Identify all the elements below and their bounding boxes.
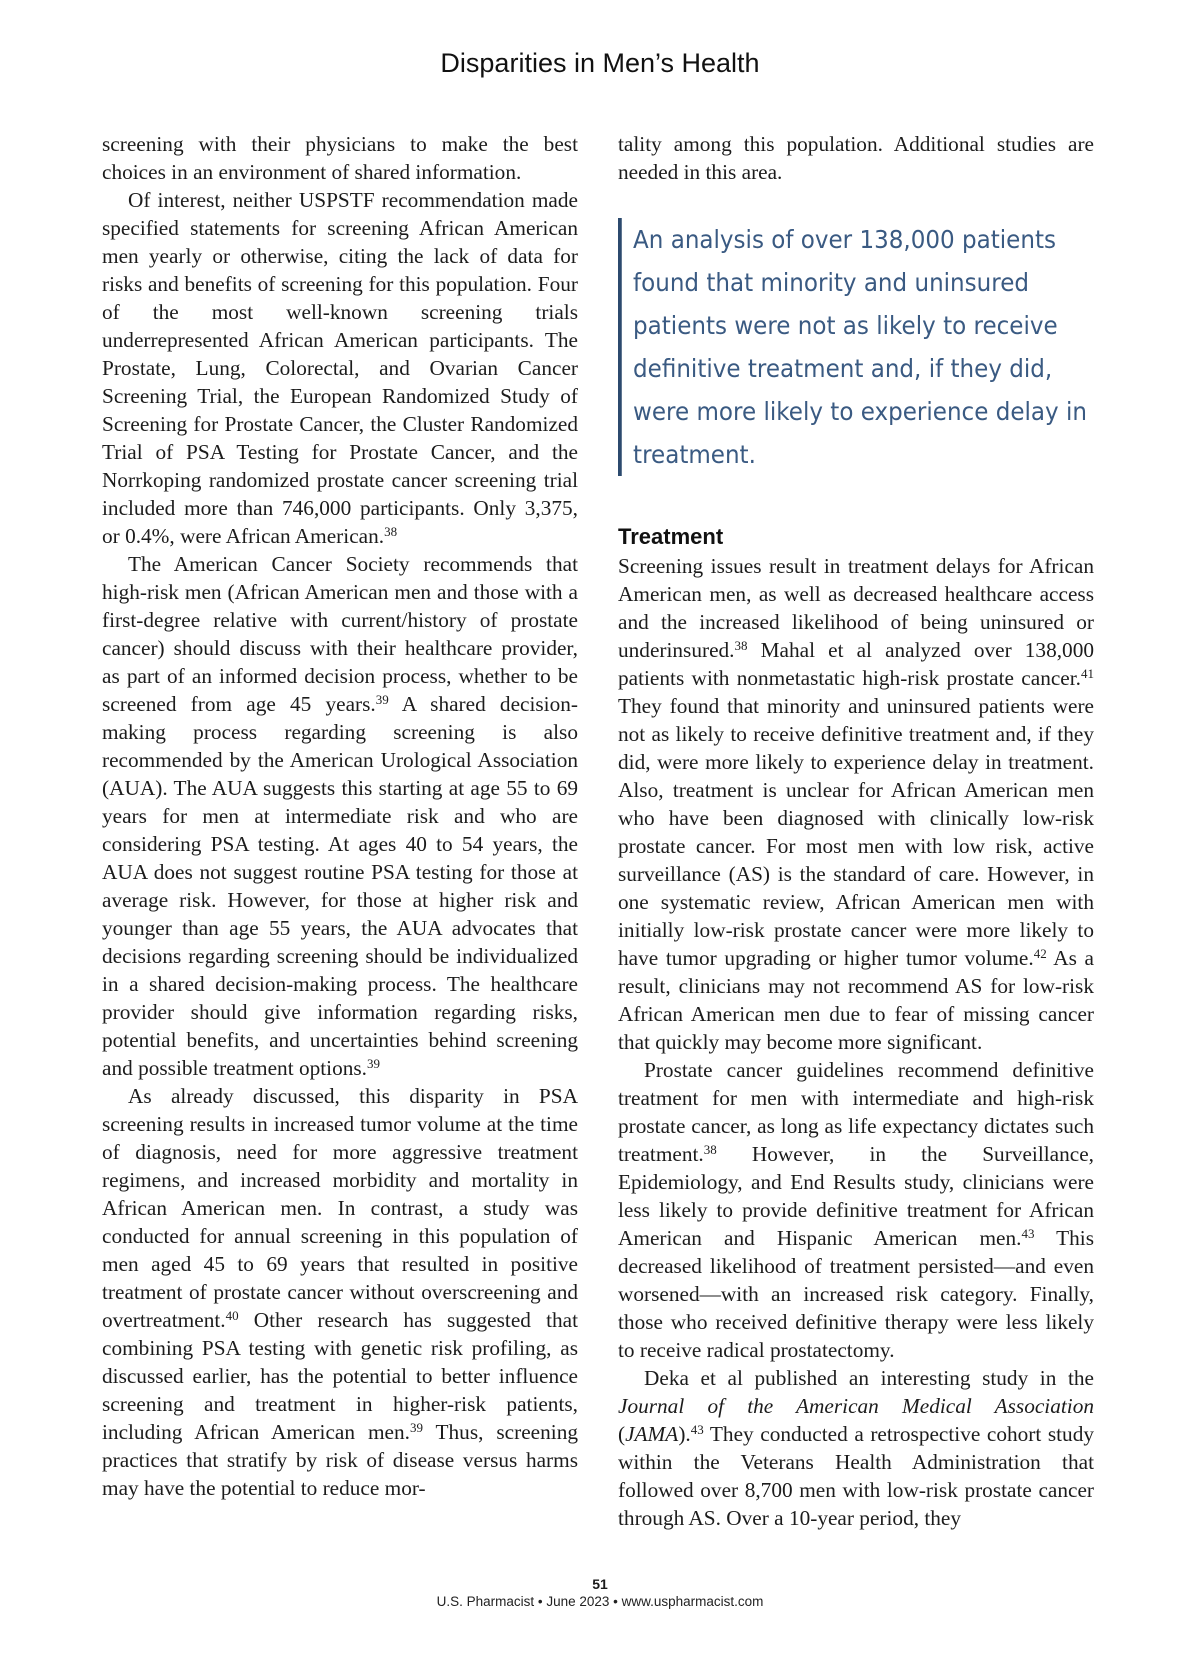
paragraph: The American Cancer Society recommends that high-risk men (African American men and those with a first-degree relative with current/history of prostate cancer) should discuss with their healthcare provider, as part of an informed decision process, whether to be screened from age 45 years.$^{39}$ A shared decision-making process regarding screening is also recommended by the American Urological Association (AUA). The AUA suggests this starting at age 55 to 69 years for men at intermediate risk and who are considering PSA testing. At ages 40 to 54 years, the AUA does not suggest routine PSA testing for those at average risk. However, for those at higher risk and younger than age 55 years, the AUA advocates that decisions regarding screening should be individualized in a shared decision-making process. The healthcare provider should give information regarding risks, potential benefits, and uncertainties behind screening and possible treatment options.$^{39}$ bbox=[102, 552, 578, 1080]
reference-superscript: 39 bbox=[409, 1420, 423, 1435]
paragraph: Screening issues result in treatment delays for African American men, as well as decreased healthcare access and the increased likelihood of being uninsured or underinsured.$^{38}$ Mahal et al analyzed over 138,000 patients with nonmetastatic high-risk prostate cancer.$^{41}$ They found that minority and uninsured patients were not as likely to receive definitive treatment and, if they did, were more likely to experience delay in treatment. Also, treatment is unclear for African American men who have been diagnosed with clinically low-risk prostate cancer. For most men with low risk, active surveillance (AS) is the standard of care. However, in one systematic review, African American men with initially low-risk prostate cancer were more likely to have tumor upgrading or higher tumor volume.$^{42}$ As a result, clinicians may not recommend AS for low-risk African American men due to fear of missing cancer that quickly may become more significant. bbox=[618, 554, 1094, 1054]
journal-title: Journal of the American Medical Association bbox=[618, 1394, 1094, 1418]
reference-superscript: 40 bbox=[225, 1308, 239, 1323]
reference-superscript: 38 bbox=[703, 1142, 717, 1157]
reference-superscript: 43 bbox=[690, 1422, 704, 1437]
paragraph: Deka et al published an interesting study in the Journal of the American Medical Association (JAMA).$^{43}$ They conducted a retrospective cohort study within the Veterans Health Administration that followed over 8,700 men with low-risk prostate cancer through AS. Over a 10-year period, they bbox=[618, 1366, 1094, 1530]
reference-superscript: 38 bbox=[384, 524, 398, 539]
journal-abbreviation: JAMA bbox=[625, 1422, 679, 1446]
reference-superscript: 43 bbox=[1021, 1226, 1035, 1241]
right-column bbox=[618, 130, 1094, 1532]
reference-superscript: 41 bbox=[1081, 666, 1094, 681]
left-column bbox=[102, 130, 578, 1502]
reference-superscript: 39 bbox=[366, 1056, 380, 1071]
paragraph: Prostate cancer guidelines recommend definitive treatment for men with intermediate and high-risk prostate cancer, as long as life expectancy dictates such treatment.$^{38}$ However, in the Surveillance, Epidemiology, and End Results study, clinicians were less likely to provide definitive treatment for African American and Hispanic American men.$^{43}$ This decreased likelihood of treatment persisted—and even worsened—with an increased risk category. Finally, those who received definitive therapy were less likely to receive radical prostatectomy. bbox=[618, 1058, 1094, 1362]
paragraph: tality among this population. Additional studies are needed in this area. bbox=[618, 132, 1094, 184]
reference-superscript: 39 bbox=[375, 692, 389, 707]
publication-footer: U.S. Pharmacist • June 2023 • www.uspharmacist.com bbox=[436, 1594, 764, 1609]
section-heading: Treatment bbox=[618, 524, 724, 549]
page-number: 51 bbox=[592, 1576, 608, 1592]
running-header: Disparities in Men’s Health bbox=[440, 48, 760, 78]
paragraph: As already discussed, this disparity in PSA screening results in increased tumor volume at the time of diagnosis, need for more aggressive treatment regimens, and increased morbidity and mortality in African American men. In contrast, a study was conducted for annual screening in this population of men aged 45 to 69 years that resulted in positive treatment of prostate cancer without overscreening and overtreatment.$^{40}$ Other research has suggested that combining PSA testing with genetic risk profiling, as discussed earlier, has the potential to better influence screening and treatment in higher-risk patients, including African American men.$^{39}$ Thus, screening practices that stratify by risk of disease versus harms may have the potential to reduce mor- bbox=[102, 1084, 578, 1500]
pull-quote: An analysis of over 138,000 patients found that minority and uninsured patients were not as likely to receive definitive treatment and, if they did, were more likely to experience delay in treatment. bbox=[618, 218, 1103, 476]
reference-superscript: 42 bbox=[1033, 946, 1047, 961]
paragraph: Of interest, neither USPSTF recommendation made specified statements for screening African American men yearly or otherwise, citing the lack of data for risks and benefits of screening for this population. Four of the most well-known screening trials underrepresented African American participants. The Prostate, Lung, Colorectal, and Ovarian Cancer Screening Trial, the European Randomized Study of Screening for Prostate Cancer, the Cluster Randomized Trial of PSA Testing for Prostate Cancer, and the Norrkoping randomized prostate cancer screening trial included more than 746,000 participants. Only 3,375, or 0.4%, were African American.$^{38}$ bbox=[102, 188, 578, 548]
paragraph: screening with their physicians to make the best choices in an environment of shared information. bbox=[102, 132, 578, 184]
reference-superscript: 38 bbox=[734, 638, 748, 653]
